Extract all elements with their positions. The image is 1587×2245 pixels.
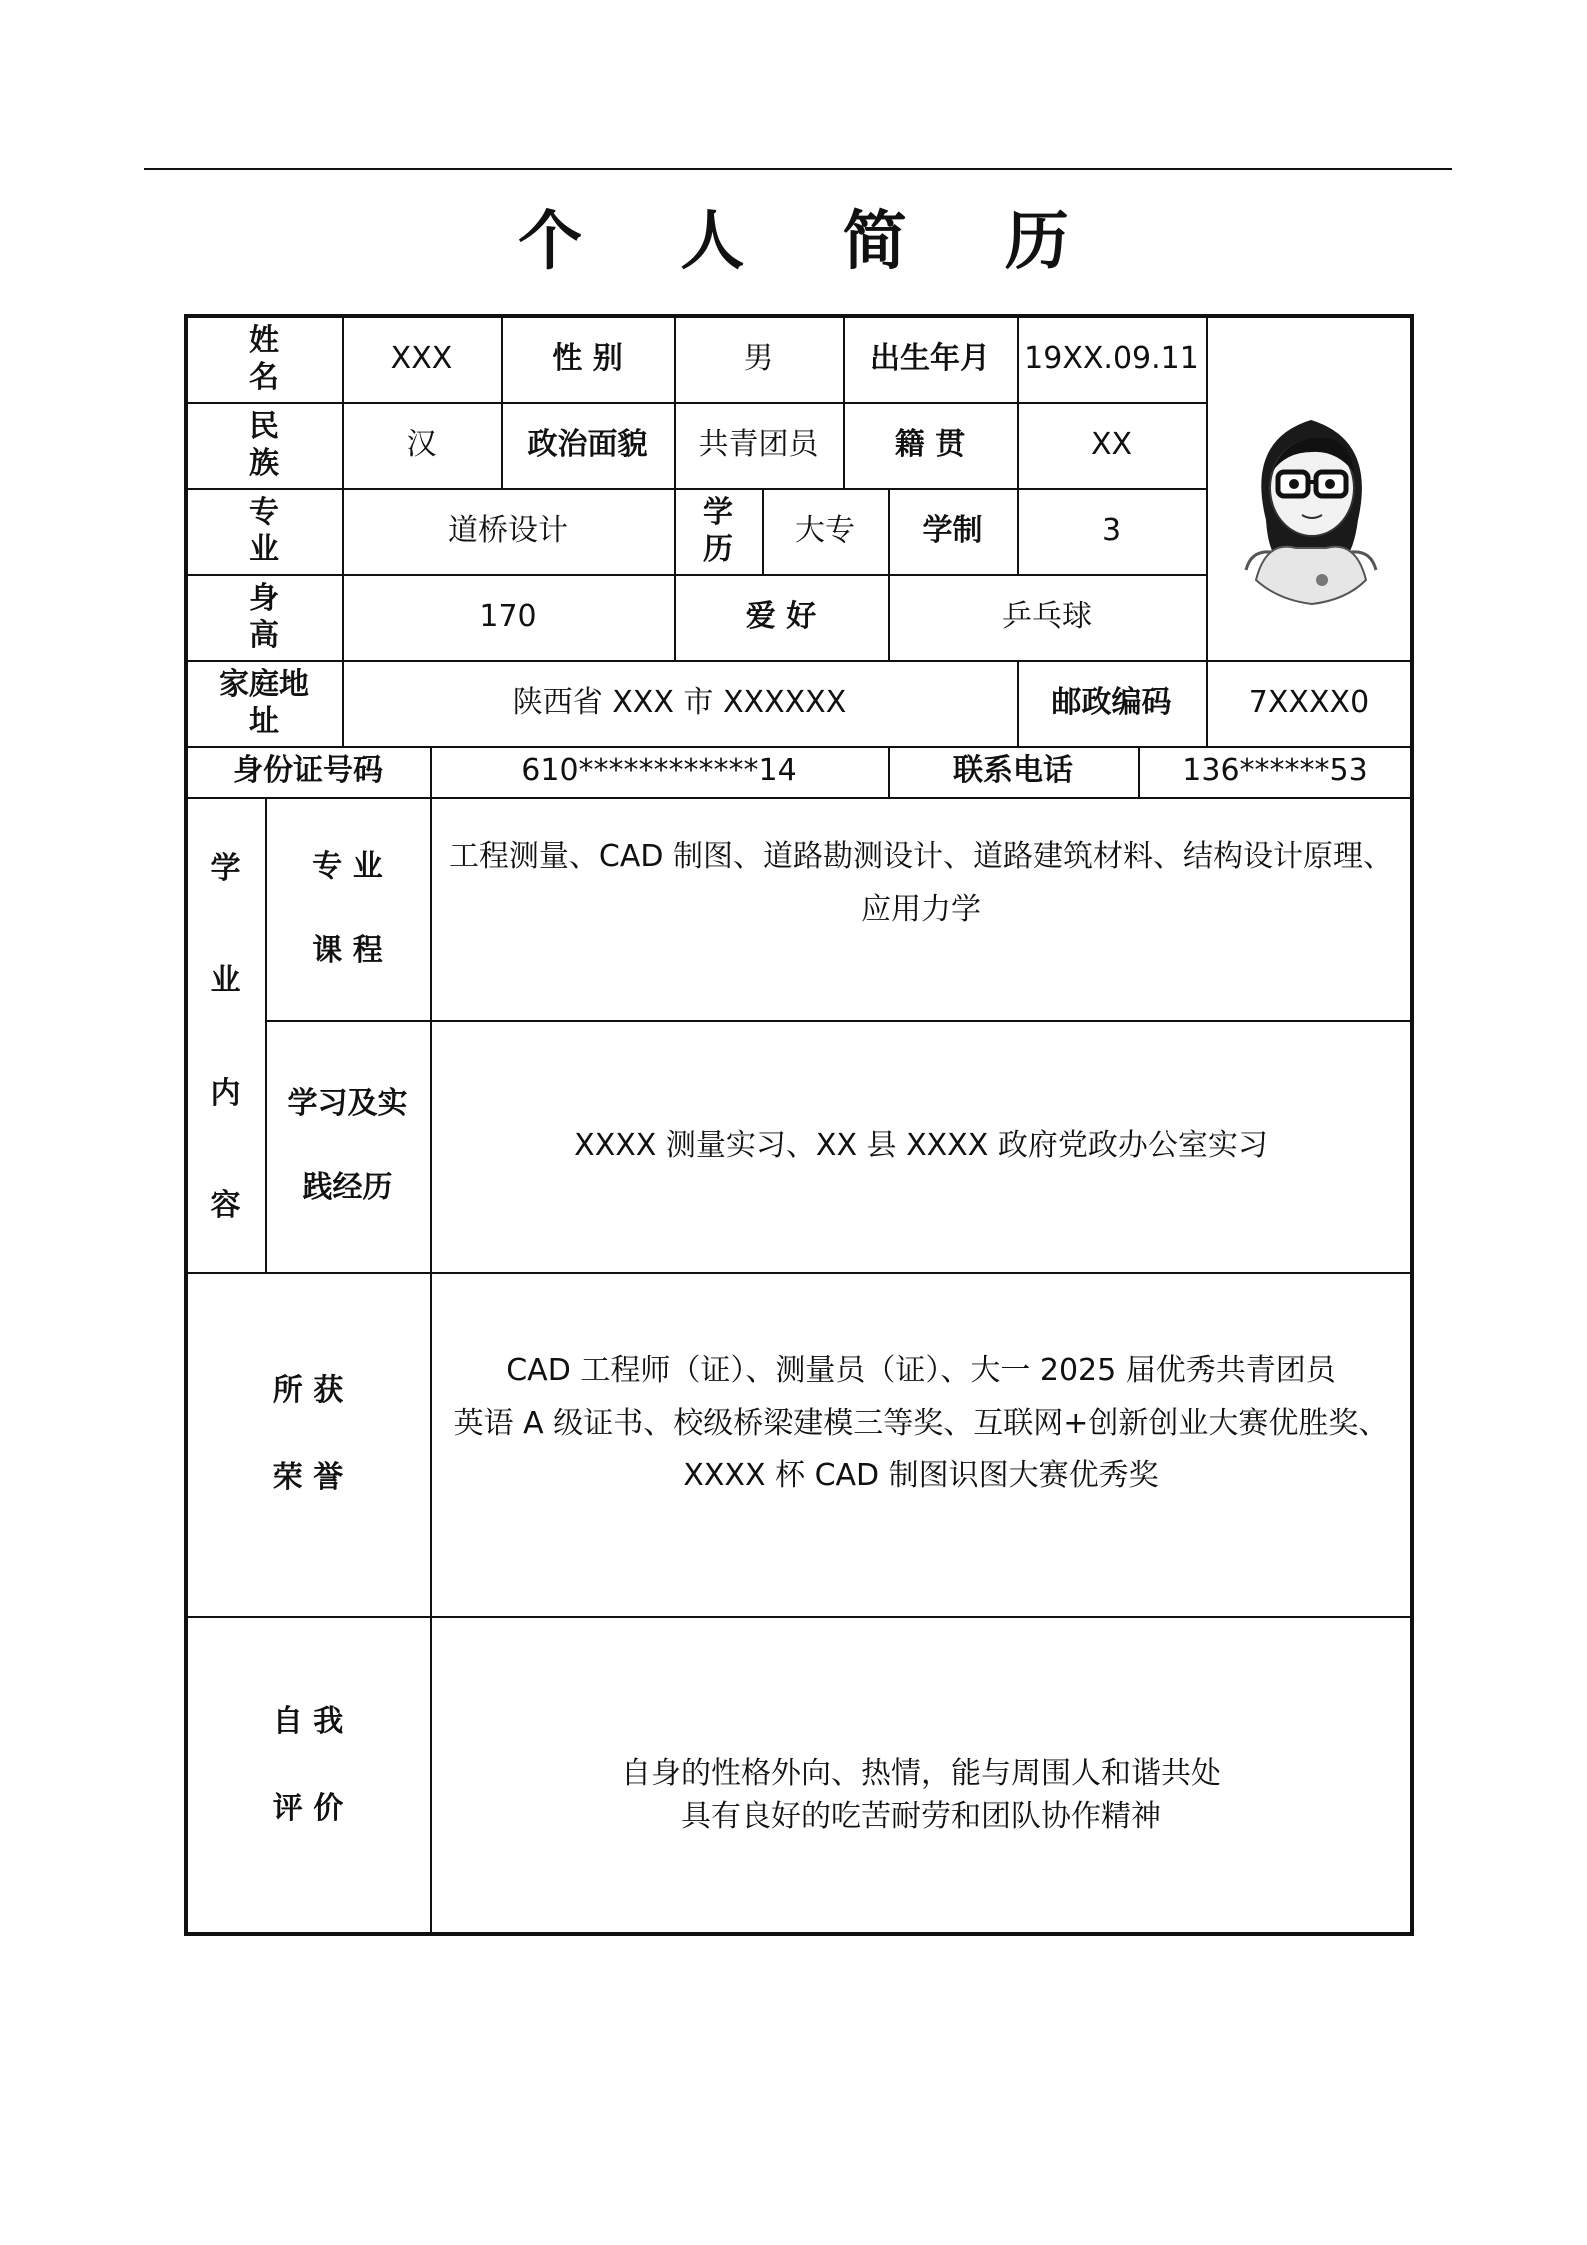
birth-value: 19XX.09.11	[1024, 340, 1199, 376]
political-label: 政治面貌	[527, 426, 648, 462]
ethnicity-value: 汉	[406, 426, 437, 462]
political-value: 共青团员	[698, 426, 819, 462]
postcode-value: 7XXXX0	[1248, 684, 1370, 720]
honors-value: CAD 工程师（证）、测量员（证）、大一 2025 届优秀共青团员 英语 A 级证书、校级桥梁建模三等奖、互联网+创新创业大赛优胜奖、 XXXX 杯 CAD 制图识图大赛优秀奖	[453, 1353, 1389, 1494]
postcode-label: 邮政编码	[1051, 684, 1172, 720]
name-label: 姓 名	[249, 322, 279, 395]
avatar	[1226, 380, 1396, 620]
name-value: XXX	[390, 340, 453, 376]
practice-value: XXXX 测量实习、XX 县 XXXX 政府党政办公室实习	[574, 1127, 1268, 1163]
self-eval-label: 自 我 评 价	[272, 1704, 344, 1826]
courses-label: 专 业 课 程	[312, 848, 383, 968]
id-value: 610************14	[521, 753, 797, 789]
major-value: 道桥设计	[448, 512, 568, 548]
height-value: 170	[479, 598, 537, 634]
honors-label: 所 获 荣 誉	[272, 1373, 344, 1495]
gender-value: 男	[743, 340, 774, 376]
major-label: 专 业	[249, 494, 279, 567]
practice-label: 学习及实 践经历	[287, 1086, 408, 1205]
address-label: 家庭地 址	[219, 666, 309, 739]
schooling-label: 学制	[922, 512, 983, 548]
phone-value: 136******53	[1182, 753, 1368, 789]
height-label: 身 高	[249, 580, 279, 653]
hobby-label: 爱 好	[745, 598, 817, 634]
gender-label: 性 别	[552, 340, 623, 376]
page-title: 个 人 简 历	[518, 205, 1107, 279]
study-section-label: 学 业 内 容	[210, 851, 241, 1223]
courses-value: 工程测量、CAD 制图、道路勘测设计、道路建筑材料、结构设计原理、 应用力学	[448, 839, 1394, 927]
origin-label: 籍 贯	[894, 426, 966, 462]
col-divider	[1206, 316, 1208, 660]
phone-label: 联系电话	[953, 753, 1073, 789]
schooling-value: 3	[1101, 512, 1122, 548]
origin-value: XX	[1090, 426, 1133, 462]
hobby-value: 乒乓球	[1002, 598, 1092, 634]
education-label: 学 历	[703, 494, 733, 567]
ethnicity-label: 民 族	[249, 408, 279, 481]
address-value: 陕西省 XXX 市 XXXXXX	[512, 684, 847, 720]
education-value: 大专	[795, 512, 855, 548]
top-rule	[144, 168, 1452, 170]
self-eval-value: 自身的性格外向、热情，能与周围人和谐共处 具有良好的吃苦耐劳和团队协作精神	[621, 1755, 1221, 1834]
birth-label: 出生年月	[870, 340, 990, 376]
id-label: 身份证号码	[233, 753, 383, 789]
